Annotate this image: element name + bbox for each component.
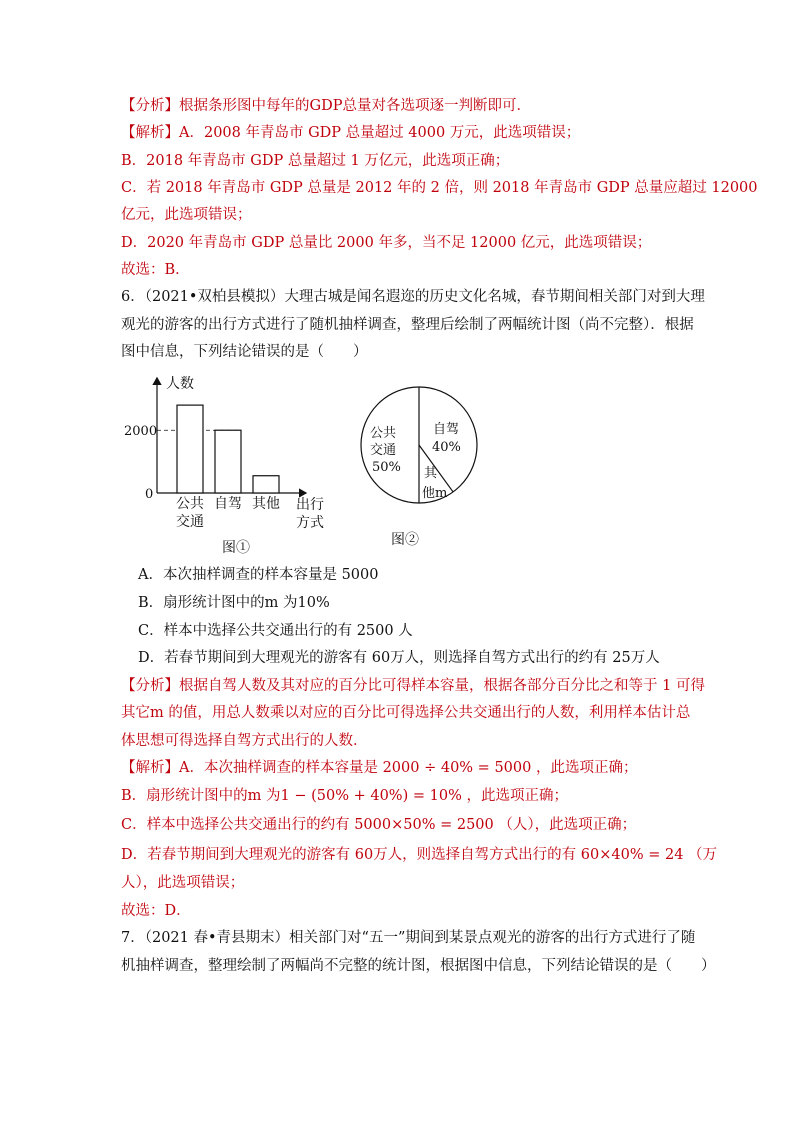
pie-slice-label-self: 自驾 xyxy=(433,422,460,437)
analysis-line xyxy=(121,96,531,116)
q6-solution-c: C．样本中选择公共交通出行的约有 5000×50% = 2500 （人），此选项正确； xyxy=(121,817,637,833)
y-tick-label: 2000 xyxy=(124,424,158,440)
q6-analysis-tag: 【分析】 xyxy=(121,678,179,694)
q6-analysis-line1 xyxy=(121,676,705,696)
pie-slice-label-other-1: 其 xyxy=(424,466,438,481)
solution-line-a xyxy=(121,123,580,143)
option-d: D．若春节期间到大理观光的游客有 60万人，则选择自驾方式出行的约有 25万人 xyxy=(138,650,660,666)
pie-slice-value-self: 40% xyxy=(432,440,461,455)
question-6-line3: 图中信息，下列结论错误的是（ ） xyxy=(121,344,368,360)
category-label: 交通 xyxy=(176,514,204,530)
q6-solution-b: B．扇形统计图中的m 为1 − (50% + 40%) = 10% ，此选项正确； xyxy=(121,788,568,804)
figures xyxy=(0,360,794,560)
q6-analysis-line2: 其它m 的值，用总人数乘以对应的百分比可得选择公共交通出行的人数，利用样本估计总 xyxy=(121,705,691,721)
analysis-text: 根据条形图中每年的GDP总量对各选项逐一判断即可． xyxy=(179,98,531,114)
analysis-tag: 【分析】 xyxy=(121,98,179,114)
option-a: A．本次抽样调查的样本容量是 5000 xyxy=(138,567,379,583)
category-label: 其他 xyxy=(252,496,280,512)
bar xyxy=(215,430,241,493)
solution-a: A．2008 年青岛市 GDP 总量超过 4000 万元，此选项错误； xyxy=(179,125,581,141)
option-b: B．扇形统计图中的m 为10% xyxy=(138,595,330,611)
bar xyxy=(253,476,279,493)
solution-c-line2: 亿元，此选项错误； xyxy=(121,207,252,223)
solution-tag: 【解析】 xyxy=(121,125,179,141)
x-axis-label-line1: 出行 xyxy=(296,497,324,513)
figure-1-caption: 图① xyxy=(222,540,250,556)
pie-chart xyxy=(361,387,477,503)
category-label: 公共 xyxy=(176,496,204,512)
question-6-line1: 6．（2021•双柏县模拟）大理古城是闻名遐迩的历史文化名城，春节期间相关部门对到大理 xyxy=(121,289,705,305)
pie-slice-label-public-2: 交通 xyxy=(370,443,397,458)
q6-answer: 故选：D． xyxy=(121,903,191,919)
answer-line: 故选：B． xyxy=(121,262,190,278)
bar xyxy=(177,405,203,493)
question-6-line2: 观光的游客的出行方式进行了随机抽样调查，整理后绘制了两幅统计图（尚不完整）．根据 xyxy=(121,317,694,333)
q6-solution-tag: 【解析】 xyxy=(121,760,179,776)
option-c: C．样本中选择公共交通出行的有 2500 人 xyxy=(138,623,413,639)
category-label: 自驾 xyxy=(214,496,242,512)
pie-slice-label-other-2: 他m xyxy=(422,486,448,501)
y-axis-label: 人数 xyxy=(166,376,194,392)
solution-b: B．2018 年青岛市 GDP 总量超过 1 万亿元，此选项正确； xyxy=(121,153,510,169)
solution-d: D．2020 年青岛市 GDP 总量比 2000 年多，当不足 12000 亿元，此选项错误； xyxy=(121,235,652,251)
q6-analysis-text1: 根据自驾人数及其对应的百分比可得样本容量，根据各部分百分比之和等于 1 可得 xyxy=(179,678,705,694)
q6-solution-d-line2: 人），此选项错误； xyxy=(121,875,245,891)
bar-chart xyxy=(124,375,324,531)
q6-solution-a: A．本次抽样调查的样本容量是 2000 ÷ 40% = 5000 ，此选项正确； xyxy=(179,760,638,776)
x-axis-label-line2: 方式 xyxy=(296,515,324,531)
y-tick-label: 0 xyxy=(145,487,154,502)
solution-c-line1: C．若 2018 年青岛市 GDP 总量是 2012 年的 2 倍，则 2018 年青岛市 GDP 总量应超过 12000 xyxy=(121,180,758,196)
q6-analysis-line3: 体思想可得选择自驾方式出行的人数． xyxy=(121,733,368,749)
figure-2-caption: 图② xyxy=(391,532,419,548)
pie-slice-label-public-1: 公共 xyxy=(370,426,397,441)
question-7-line2: 机抽样调查，整理绘制了两幅尚不完整的统计图，根据图中信息，下列结论错误的是（ ） xyxy=(121,958,716,974)
q6-solution-line-a xyxy=(121,758,637,778)
question-7-line1: 7．（2021 春•青县期末）相关部门对“五一”期间到某景点观光的游客的出行方式进行了随 xyxy=(121,930,696,946)
q6-solution-d-line1: D．若春节期间到大理观光的游客有 60万人，则选择自驾方式出行的有 60×40% = 24 （万 xyxy=(121,847,718,863)
pie-slice-value-public: 50% xyxy=(372,460,401,475)
